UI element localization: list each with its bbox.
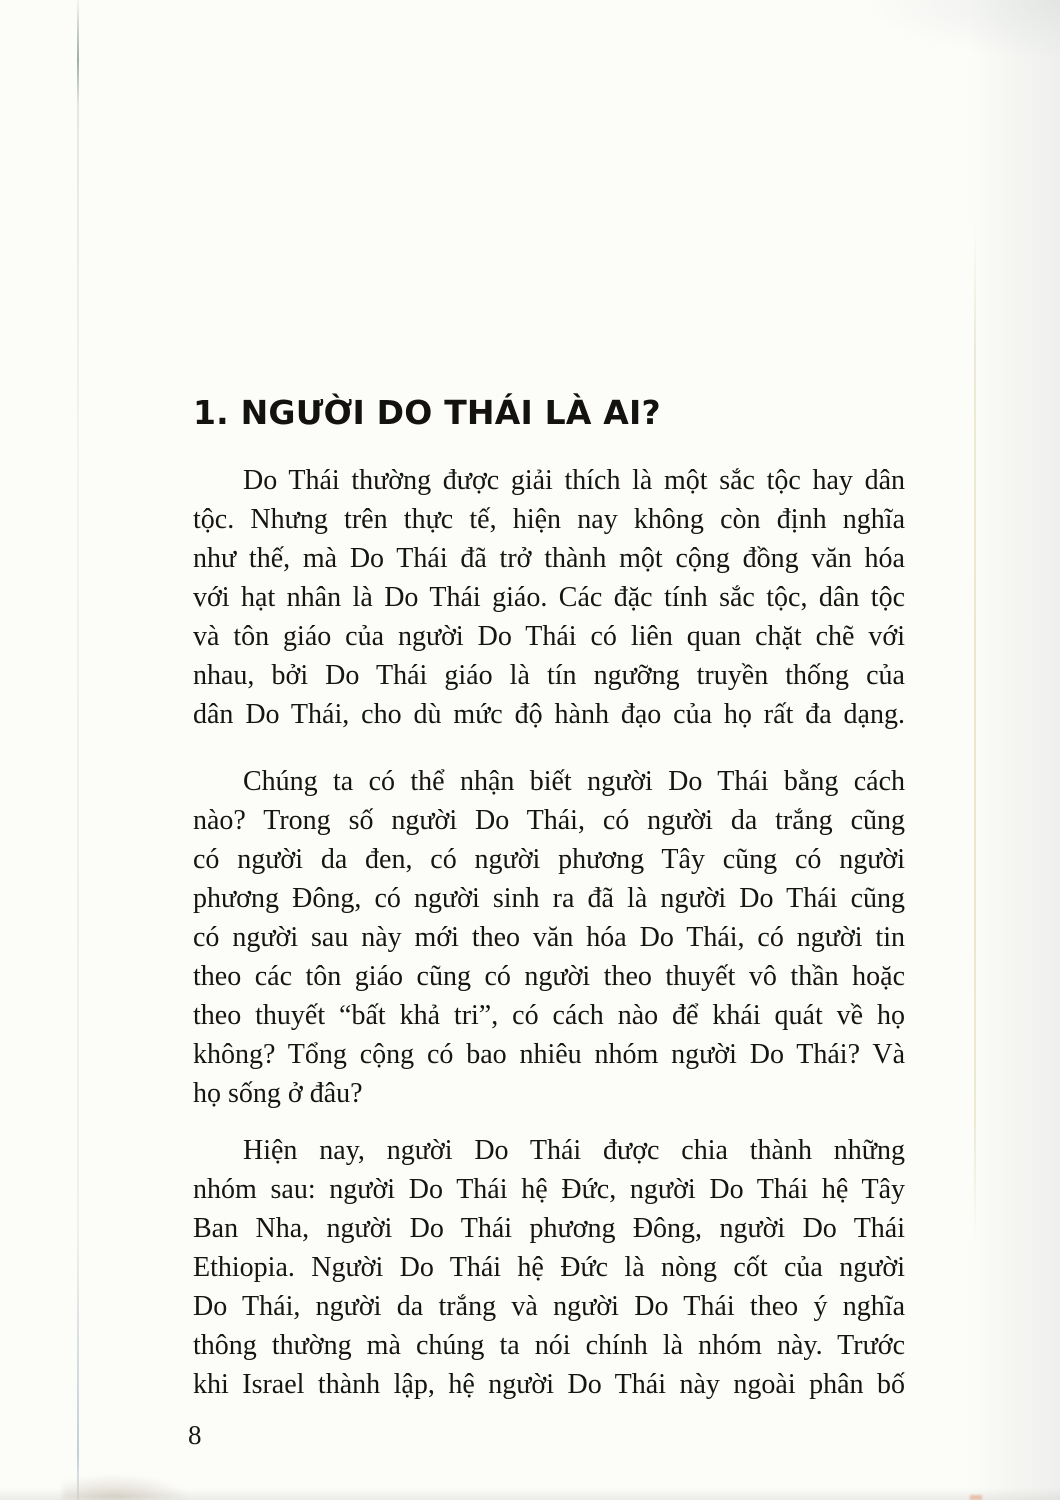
scan-right-edge-line bbox=[974, 225, 976, 1240]
text-line: theo thuyết “bất khả tri”, có cách nào để khái quát về họ bbox=[193, 1000, 905, 1031]
scan-bottom-dot bbox=[970, 1495, 982, 1500]
text-line: Ban Nha, người Do Thái phương Đông, người Do Thái bbox=[193, 1213, 905, 1244]
scan-bottom-left-smudge bbox=[62, 1474, 192, 1500]
body-text bbox=[193, 461, 905, 1432]
text-line: có người da đen, có người phương Tây cũng có người bbox=[193, 844, 905, 875]
text-line: nhau, bởi Do Thái giáo là tín ngưỡng truyền thống của bbox=[193, 660, 905, 691]
text-line: tộc. Nhưng trên thực tế, hiện nay không còn định nghĩa bbox=[193, 504, 905, 535]
text-line: họ sống ở đâu? bbox=[193, 1078, 363, 1109]
text-line: theo các tôn giáo cũng có người theo thuyết vô thần hoặc bbox=[193, 961, 905, 992]
text-line: khi Israel thành lập, hệ người Do Thái này ngoài phân bố bbox=[193, 1369, 905, 1400]
text-line: có người sau này mới theo văn hóa Do Thái, có người tin bbox=[193, 922, 905, 953]
paragraph bbox=[193, 1131, 905, 1404]
text-line: dân Do Thái, cho dù mức độ hành đạo của họ rất đa dạng. bbox=[193, 699, 905, 730]
scan-right-shading bbox=[970, 0, 1060, 1500]
page-number: 8 bbox=[188, 1420, 202, 1450]
text-line: Do Thái, người da trắng và người Do Thái theo ý nghĩa bbox=[193, 1291, 905, 1322]
text-line: Chúng ta có thể nhận biết người Do Thái bằng cách bbox=[243, 766, 905, 797]
text-line: Hiện nay, người Do Thái được chia thành những bbox=[243, 1135, 905, 1166]
text-line: với hạt nhân là Do Thái giáo. Các đặc tính sắc tộc, dân tộc bbox=[193, 582, 905, 613]
text-line: phương Đông, có người sinh ra đã là người Do Thái cũng bbox=[193, 883, 905, 914]
chapter-heading: 1. NGƯỜI DO THÁI LÀ AI? bbox=[193, 393, 661, 432]
paragraph bbox=[193, 762, 905, 1113]
text-line: nào? Trong số người Do Thái, có người da trắng cũng bbox=[193, 805, 905, 836]
scan-top-right-corner-shade bbox=[860, 0, 1060, 60]
text-line: như thế, mà Do Thái đã trở thành một cộng đồng văn hóa bbox=[193, 543, 905, 574]
scan-left-edge-line bbox=[77, 0, 79, 1500]
text-line: Do Thái thường được giải thích là một sắc tộc hay dân bbox=[243, 465, 905, 496]
text-line: và tôn giáo của người Do Thái có liên quan chặt chẽ với bbox=[193, 621, 905, 652]
paragraph bbox=[193, 461, 905, 734]
text-line: thông thường mà chúng ta nói chính là nhóm này. Trước bbox=[193, 1330, 905, 1361]
text-line: nhóm sau: người Do Thái hệ Đức, người Do Thái hệ Tây bbox=[193, 1174, 905, 1205]
text-line: Ethiopia. Người Do Thái hệ Đức là nòng cốt của người bbox=[193, 1252, 905, 1283]
text-line: không? Tổng cộng có bao nhiêu nhóm người Do Thái? Và bbox=[193, 1039, 905, 1070]
